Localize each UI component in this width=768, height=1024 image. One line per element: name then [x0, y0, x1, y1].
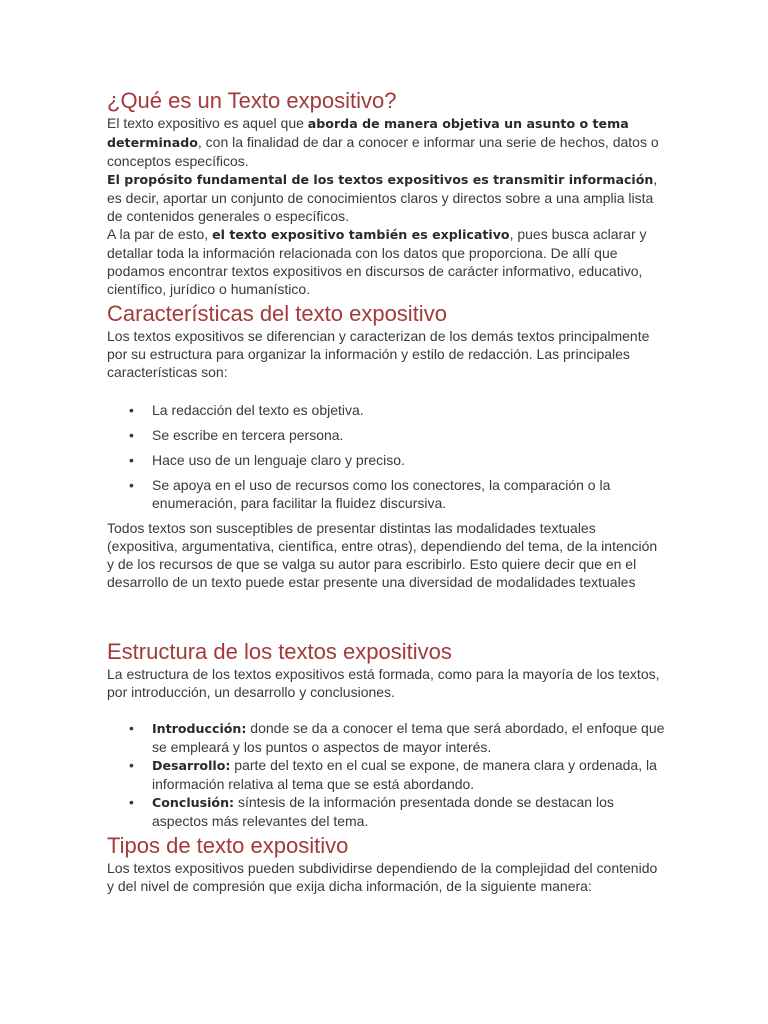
- text-run: , es decir, aportar un conjunto de conocimientos claros y directos sobre a una amplia lista de contenidos generales o específicos.: [107, 171, 658, 224]
- text-run: , pues busca aclarar y detallar toda la información relacionada con los datos que proporciona. De allí que podamos encontrar textos expositivos en discursos de carácter informativo, educativo, científico, jurídico o humanístico.: [107, 226, 647, 297]
- paragraph-explanatory: [107, 225, 667, 298]
- section-heading-characteristics: Características del texto expositivo: [107, 301, 447, 326]
- section-heading-what-is: ¿Qué es un Texto expositivo?: [107, 88, 397, 113]
- paragraph-purpose: [107, 170, 667, 225]
- section-heading-types: Tipos de texto expositivo: [107, 833, 349, 858]
- list-item: [107, 756, 667, 793]
- text-run: El texto expositivo es aquel que: [107, 115, 308, 131]
- section-heading-structure: Estructura de los textos expositivos: [107, 639, 452, 664]
- paragraph-structure-intro: La estructura de los textos expositivos está formada, como para la mayoría de los textos, por introducción, un desarrollo y conclusiones.: [107, 666, 660, 700]
- list-desc: parte del texto en el cual se expone, de manera clara y ordenada, la información relativa al tema que se está abordando.: [152, 757, 657, 792]
- list-term: Introducción:: [152, 721, 247, 736]
- text-run: A la par de esto,: [107, 226, 213, 242]
- list-item: • Se escribe en tercera persona.: [107, 426, 667, 444]
- list-item: • Se apoya en el uso de recursos como los conectores, la comparación o la enumeración, para facilitar la fluidez discursiva.: [107, 476, 667, 512]
- document-page: [107, 88, 667, 895]
- list-desc: donde se da a conocer el tema que será abordado, el enfoque que se empleará y los puntos o aspectos de mayor interés.: [152, 720, 665, 755]
- structure-list: [107, 719, 667, 830]
- list-term: Conclusión:: [152, 795, 235, 810]
- bold-run: El propósito fundamental de los textos expositivos es transmitir información: [107, 172, 654, 187]
- list-item: • La redacción del texto es objetiva.: [107, 401, 667, 419]
- text-run: , con la finalidad de dar a conocer e informar una serie de hechos, datos o conceptos específicos.: [107, 134, 659, 169]
- list-item: • Hace uso de un lenguaje claro y preciso.: [107, 451, 667, 469]
- bold-run: aborda de manera objetiva un asunto o tema determinado: [107, 116, 629, 150]
- list-desc: síntesis de la información presentada donde se destacan los aspectos más relevantes del tema.: [152, 794, 614, 829]
- paragraph-modalities: Todos textos son susceptibles de presentar distintas las modalidades textuales (expositiva, argumentativa, científica, entre otras), dependiendo del tema, de la intención y de los recursos de que se valga su autor para escribirlo. Esto quiere decir que en el desarrollo de un texto puede estar presente una diversidad de modalidades textuales: [107, 520, 658, 590]
- bold-run: el texto expositivo también es explicativo: [212, 227, 510, 242]
- list-item: [107, 719, 667, 756]
- list-term: Desarrollo:: [152, 758, 231, 773]
- paragraph-characteristics-intro: Los textos expositivos se diferencian y caracterizan de los demás textos principalmente por su estructura para organizar la información y estilo de redacción. Las principales características son:: [107, 328, 650, 380]
- paragraph-types-intro: Los textos expositivos pueden subdividirse dependiendo de la complejidad del contenido y del nivel de compresión que exija dicha información, de la siguiente manera:: [107, 860, 658, 894]
- list-item: [107, 793, 667, 830]
- paragraph-definition: [107, 114, 667, 170]
- characteristics-list: [107, 401, 667, 512]
